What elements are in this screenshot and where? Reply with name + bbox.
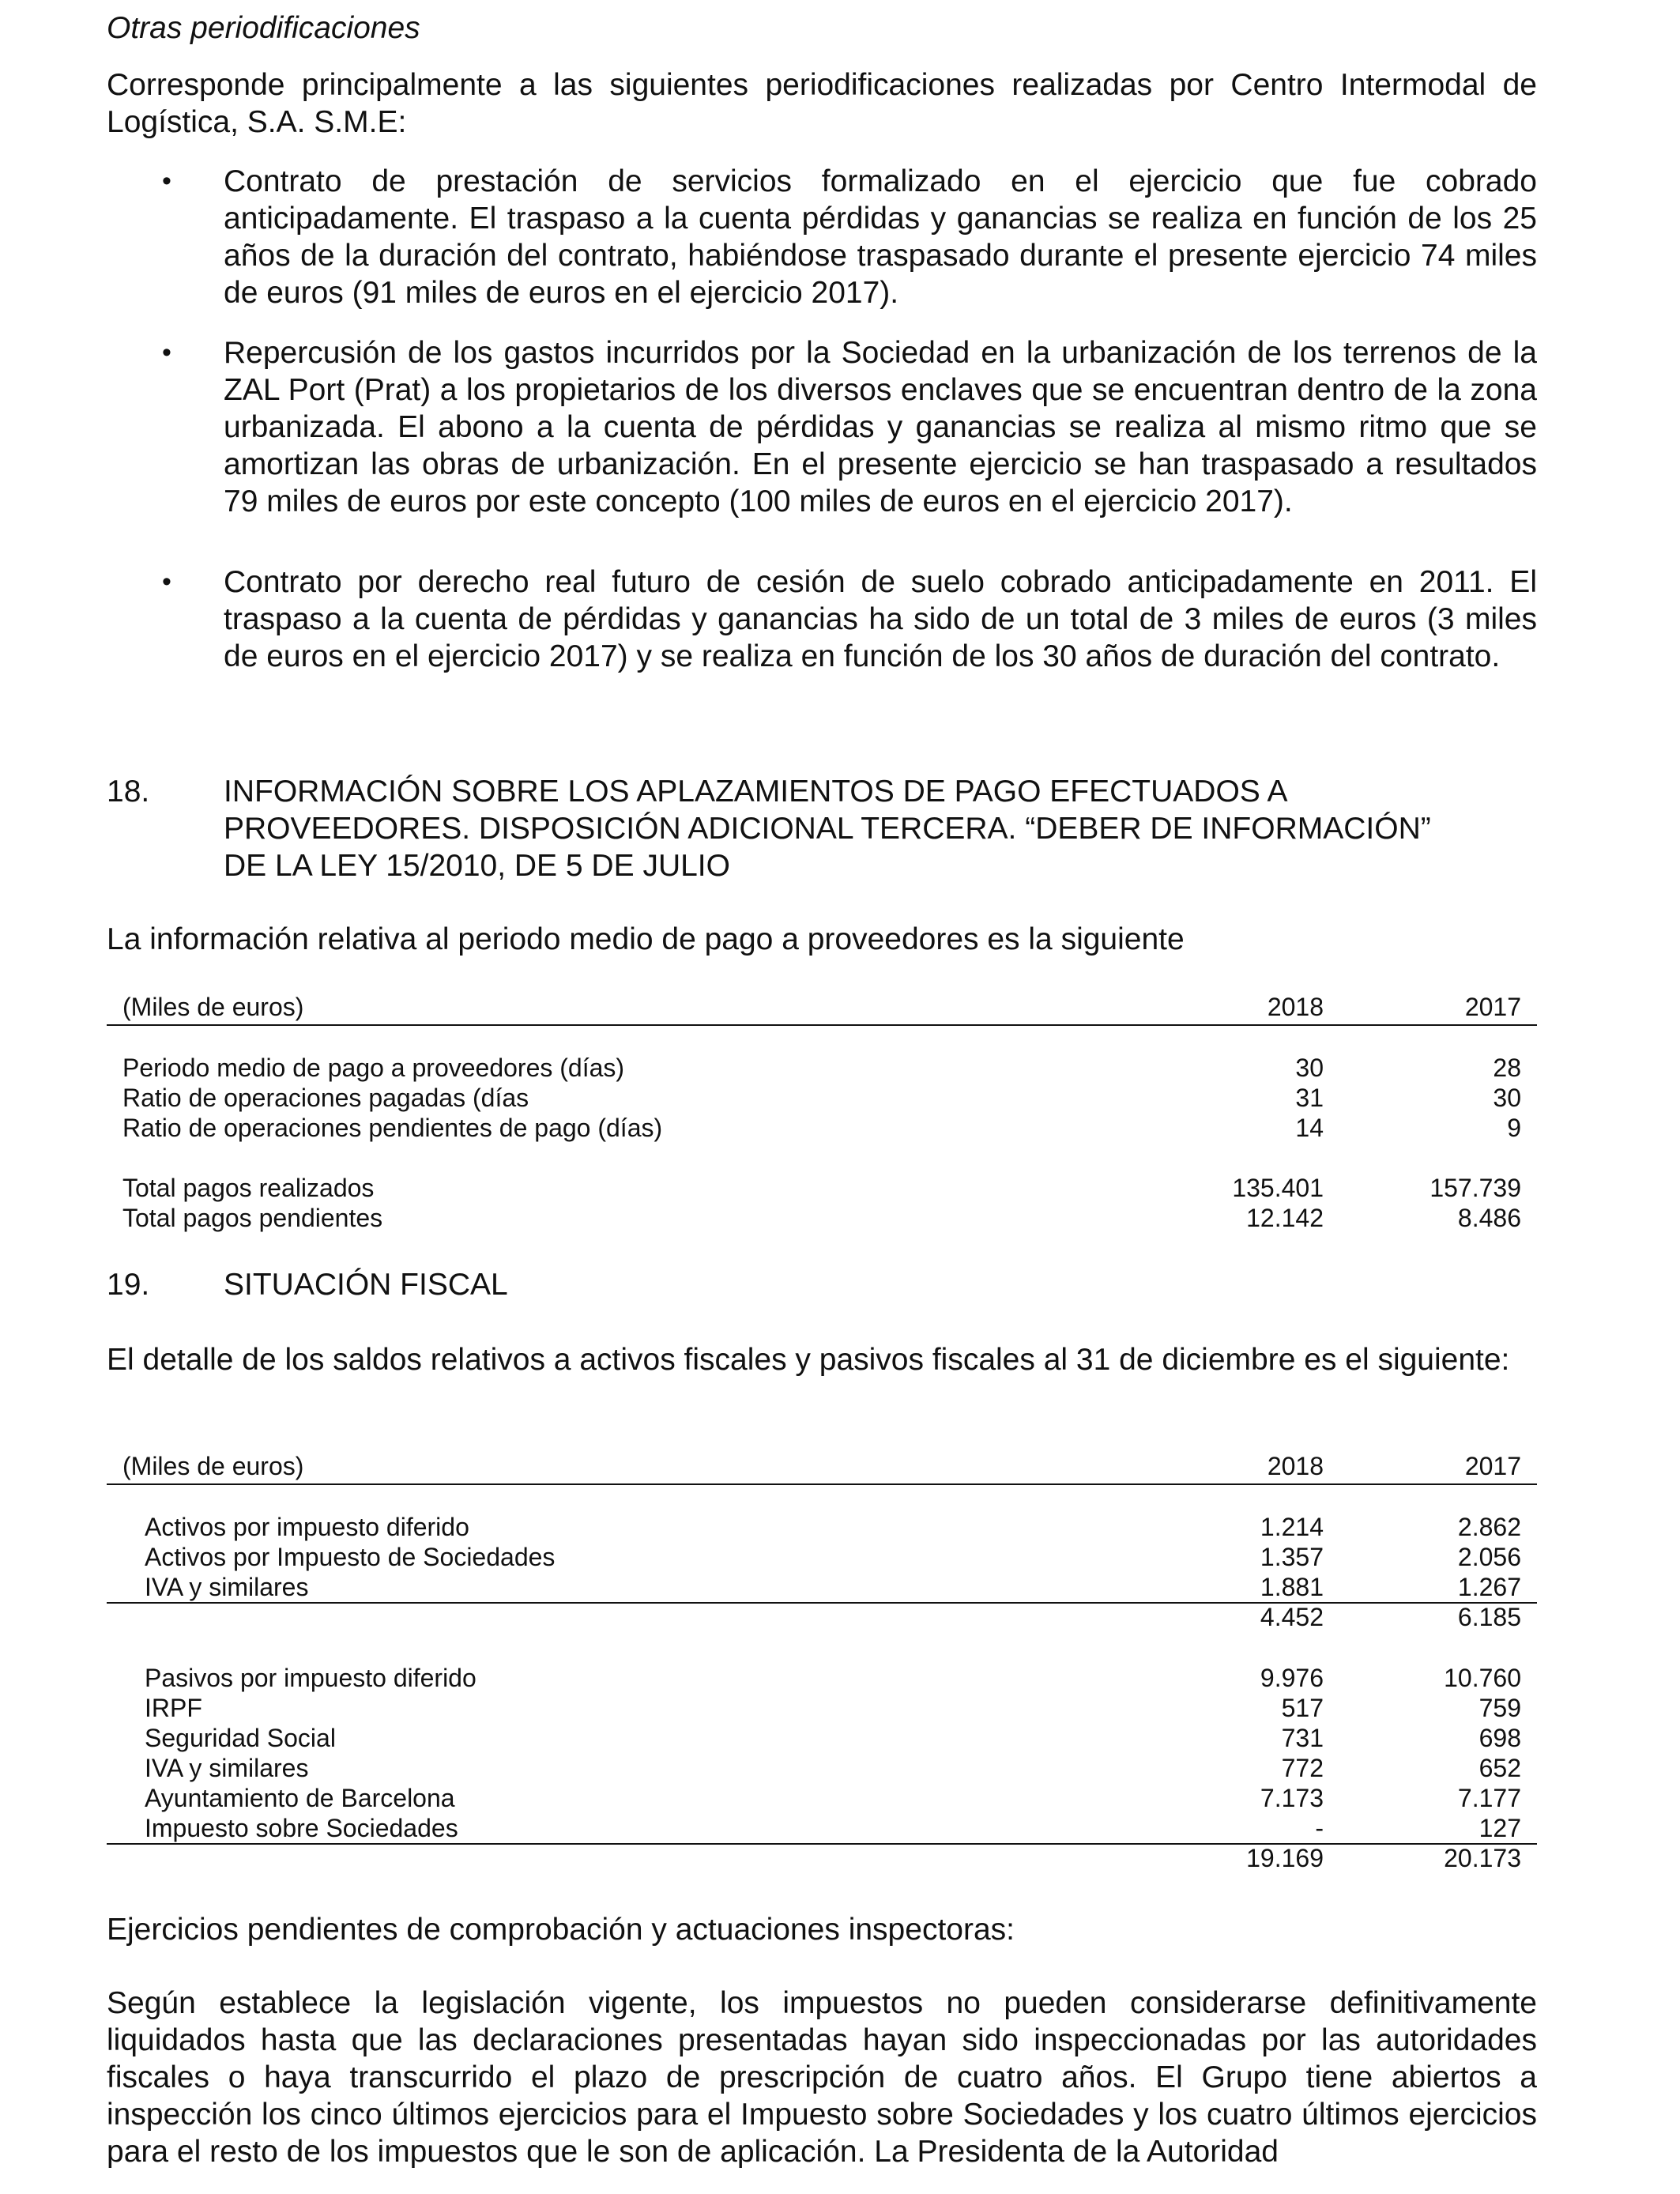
table-row: Ayuntamiento de Barcelona 7.173 7.177 [145,1784,1521,1812]
table-row: IVA y similares 772 652 [145,1754,1521,1782]
table-row: Impuesto sobre Sociedades - 127 [145,1814,1521,1842]
intro-paragraph: Corresponde principalmente a las siguientes periodificaciones realizadas por Centro Intermodal de Logística, S.A. S.M.E: [107,68,1537,139]
bullet-icon: • [162,337,171,368]
section-title-line: INFORMACIÓN SOBRE LOS APLAZAMIENTOS DE PAGO EFECTUADOS A [224,775,1288,809]
table-row: Ratio de operaciones pagadas (días 31 30 [122,1084,1521,1112]
section-heading-18 [107,773,1537,884]
bullet-item [107,163,1537,311]
header-col-2017: 2017 [1464,993,1521,1021]
section-number: 18. [107,775,150,809]
table-row: IRPF 517 759 [145,1694,1521,1722]
header-rule [107,1024,1537,1026]
subtotal-row: 19.169 20.173 [1246,1844,1521,1872]
section-title-line: DE LA LEY 15/2010, DE 5 DE JULIO [224,849,730,883]
table-row: Seguridad Social 731 698 [145,1724,1521,1752]
table-row: Activos por Impuesto de Sociedades 1.357 2.056 [145,1543,1521,1571]
table-row: Total pagos pendientes 12.142 8.486 [122,1204,1521,1232]
subsection-title: Otras periodificaciones [107,11,420,45]
header-rule [107,1483,1537,1485]
table-row: Ratio de operaciones pendientes de pago (días) 14 9 [122,1114,1521,1142]
bullet-item [107,334,1537,520]
header-label: (Miles de euros) [122,1452,304,1480]
section-title: SITUACIÓN FISCAL [224,1268,508,1302]
table-header [107,992,1537,1022]
section-heading-19 [107,1266,1537,1303]
subtotal-row: 4.452 6.185 [1260,1603,1521,1631]
table-row: Total pagos realizados 135.401 157.739 [122,1174,1521,1202]
table-row: Periodo medio de pago a proveedores (días) 30 28 [122,1054,1521,1082]
section-title-line: PROVEEDORES. DISPOSICIÓN ADICIONAL TERCERA. “DEBER DE INFORMACIÓN” [224,812,1431,846]
table-row: IVA y similares 1.881 1.267 [145,1573,1521,1601]
header-col-2018: 2018 [1267,1452,1324,1480]
header-col-2018: 2018 [1267,993,1324,1021]
section-intro: El detalle de los saldos relativos a activos fiscales y pasivos fiscales al 31 de diciembre es el siguiente: [107,1343,1510,1377]
section-number: 19. [107,1268,150,1302]
bullet-text: Contrato por derecho real futuro de cesión de suelo cobrado anticipadamente en 2011. El traspaso a la cuenta de pérdidas y ganancias ha sido de un total de 3 miles de euros (3 miles de euros en el ejercicio 2017) y se realiza en función de los 30 años de duración del contrato. [224,565,1537,673]
table-header [107,1451,1537,1481]
bullet-text: Contrato de prestación de servicios formalizado en el ejercicio que fue cobrado anticipadamente. El traspaso a la cuenta pérdidas y ganancias se realiza en función de los 25 años de la duración del contrato, habiéndose traspasado durante el presente ejercicio 74 miles de euros (91 miles de euros en el ejercicio 2017). [224,164,1537,310]
bullet-item [107,564,1537,675]
header-label: (Miles de euros) [122,993,304,1021]
body-paragraph: Según establece la legislación vigente, los impuestos no pueden considerarse definitivamente liquidados hasta que las declaraciones presentadas hayan sido inspeccionadas por las autoridades fiscales o haya transcurrido el plazo de prescripción de cuatro años. El Grupo tiene abiertos a inspección los cinco últimos ejercicios para el Impuesto sobre Sociedades y los cuatro últimos ejercicios para el resto de los impuestos que le son de aplicación. La Presidenta de la Autoridad [107,1986,1537,2169]
header-col-2017: 2017 [1464,1452,1521,1480]
table-row: Activos por impuesto diferido 1.214 2.862 [145,1513,1521,1541]
bullet-icon: • [162,567,171,597]
section-intro: La información relativa al periodo medio de pago a proveedores es la siguiente [107,922,1185,956]
bullet-icon: • [162,166,171,196]
subsection-title: Ejercicios pendientes de comprobación y actuaciones inspectoras: [107,1913,1015,1947]
bullet-text: Repercusión de los gastos incurridos por la Sociedad en la urbanización de los terrenos de la ZAL Port (Prat) a los propietarios de los diversos enclaves que se encuentran dentro de la zona urbanizada. El abono a la cuenta de pérdidas y ganancias se realiza al mismo ritmo que se amortizan las obras de urbanización. En el presente ejercicio se han traspasado a resultados 79 miles de euros por este concepto (100 miles de euros en el ejercicio 2017). [224,336,1537,518]
table-row: Pasivos por impuesto diferido 9.976 10.760 [145,1664,1521,1692]
